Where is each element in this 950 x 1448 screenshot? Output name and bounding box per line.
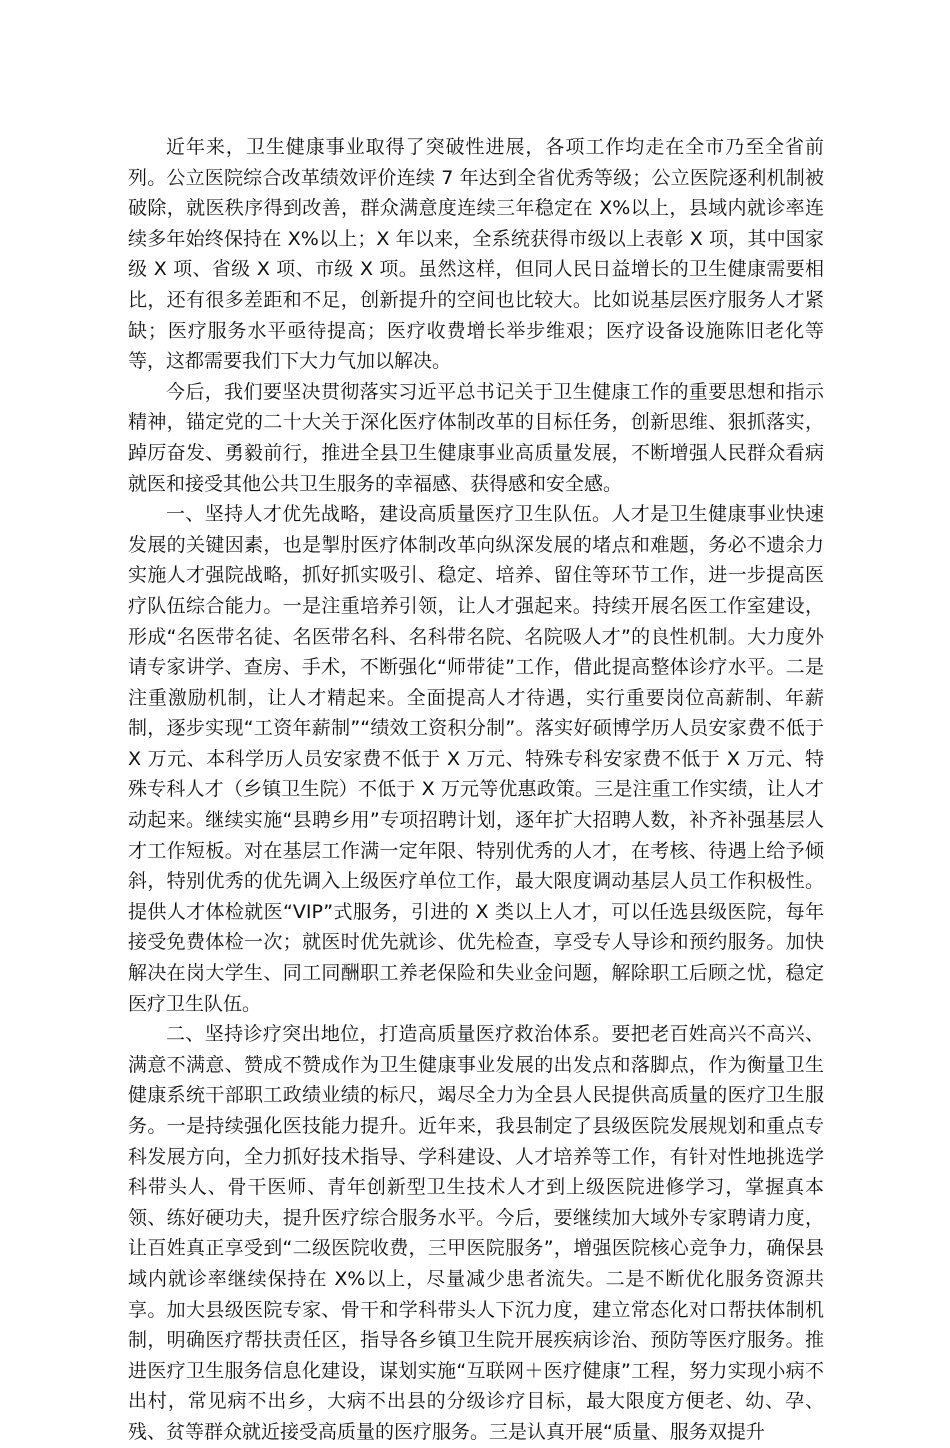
paragraph-outlook: 今后，我们要坚决贯彻落实习近平总书记关于卫生健康工作的重要思想和指示精神，锚定党的二十大关于深化医疗体制改革的目标任务，创新思维、狠抓落实，踔厉奋发、勇毅前行，推进全县卫生健康事业高质量发展，不断增强人民群众看病就医和接受其他公共卫生服务的幸福感、获得感和安全感。	[128, 380, 824, 495]
paragraph-section-two: 二、坚持诊疗突出地位，打造高质量医疗救治体系。要把老百姓高兴不高兴、满意不满意、赞成不赞成作为卫生健康事业发展的出发点和落脚点，作为衡量卫生健康系统干部职工政绩业绩的标尺，竭尽全力为全县人民提供高质量的医疗卫生服务。一是持续强化医技能力提升。近年来，我县制定了县级医院发展规划和重点专科发展方向，全力抓好技术指导、学科建设、人才培养等工作，有针对性地挑选学科带头人、骨干医师、青年创新型卫生技术人才到上级医院进修学习，掌握真本领、练好硬功夫，提升医疗综合服务水平。今后，要继续加大域外专家聘请力度，让百姓真正享受到“二级医院收费，三甲医院服务”，增强医院核心竞争力，确保县域内就诊率继续保持在 X%以上，尽量减少患者流失。二是不断优化服务资源共享。加大县级医院专家、骨干和学科带头人下沉力度，建立常态化对口帮扶体制机制，明确医疗帮扶责任区，指导各乡镇卫生院开展疾病诊治、预防等医疗服务。推进医疗卫生服务信息化建设，谋划实施“互联网＋医疗健康”工程，努力实现小病不出村，常见病不出乡，大病不出县的分级诊疗目标，最大限度方便老、幼、孕、残、贫等群众就近接受高质量的医疗服务。三是认真开展“质量、服务双提升	[128, 1023, 824, 1443]
paragraph-intro: 近年来，卫生健康事业取得了突破性进展，各项工作均走在全市乃至全省前列。公立医院综合改革绩效评价连续 7 年达到全省优秀等级；公立医院逐利机制被破除，就医秩序得到改善，群众满意度连续三年稳定在 X%以上，县域内就诊率连续多年始终保持在 X%以上；X 年以来，全系统获得市级以上表彰 X 项，其中国家级 X 项、省级 X 项、市级 X 项。虽然这样，但同人民日益增长的卫生健康需要相比，还有很多差距和不足，创新提升的空间也比较大。比如说基层医疗服务人才紧缺；医疗服务水平亟待提高；医疗收费增长举步维艰；医疗设备设施陈旧老化等等，这都需要我们下大力气加以解决。	[128, 136, 824, 373]
document-body	[128, 132, 824, 1448]
paragraph-section-one: 一、坚持人才优先战略，建设高质量医疗卫生队伍。人才是卫生健康事业快速发展的关键因素，也是掣肘医疗体制改革向纵深发展的堵点和难题，务必不遗余力实施人才强院战略，抓好抓实吸引、稳定、培养、留住等环节工作，进一步提高医疗队伍综合能力。一是注重培养引领，让人才强起来。持续开展名医工作室建设，形成“名医带名徒、名医带名科、名科带名院、名院吸人才”的良性机制。大力度外请专家讲学、查房、手术，不断强化“师带徒”工作，借此提高整体诊疗水平。二是注重激励机制，让人才精起来。全面提高人才待遇，实行重要岗位高薪制、年薪制，逐步实现“工资年薪制”“绩效工资积分制”。落实好硕博学历人员安家费不低于 X 万元、本科学历人员安家费不低于 X 万元、特殊专科安家费不低于 X 万元、特殊专科人才（乡镇卫生院）不低于 X 万元等优惠政策。三是注重工作实绩，让人才动起来。继续实施“县聘乡用”专项招聘计划，逐年扩大招聘人数，补齐补强基层人才工作短板。对在基层工作满一定年限、特别优秀的人才，在考核、待遇上给予倾斜，特别优秀的优先调入上级医疗单位工作，最大限度调动基层人员工作积极性。提供人才体检就医“VIP”式服务，引进的 X 类以上人才，可以任选县级医院，每年接受免费体检一次；就医时优先就诊、优先检查，享受专人导诊和预约服务。加快解决在岗大学生、同工同酬职工养老保险和失业金问题，解除职工后顾之忧，稳定医疗卫生队伍。	[128, 503, 824, 1015]
